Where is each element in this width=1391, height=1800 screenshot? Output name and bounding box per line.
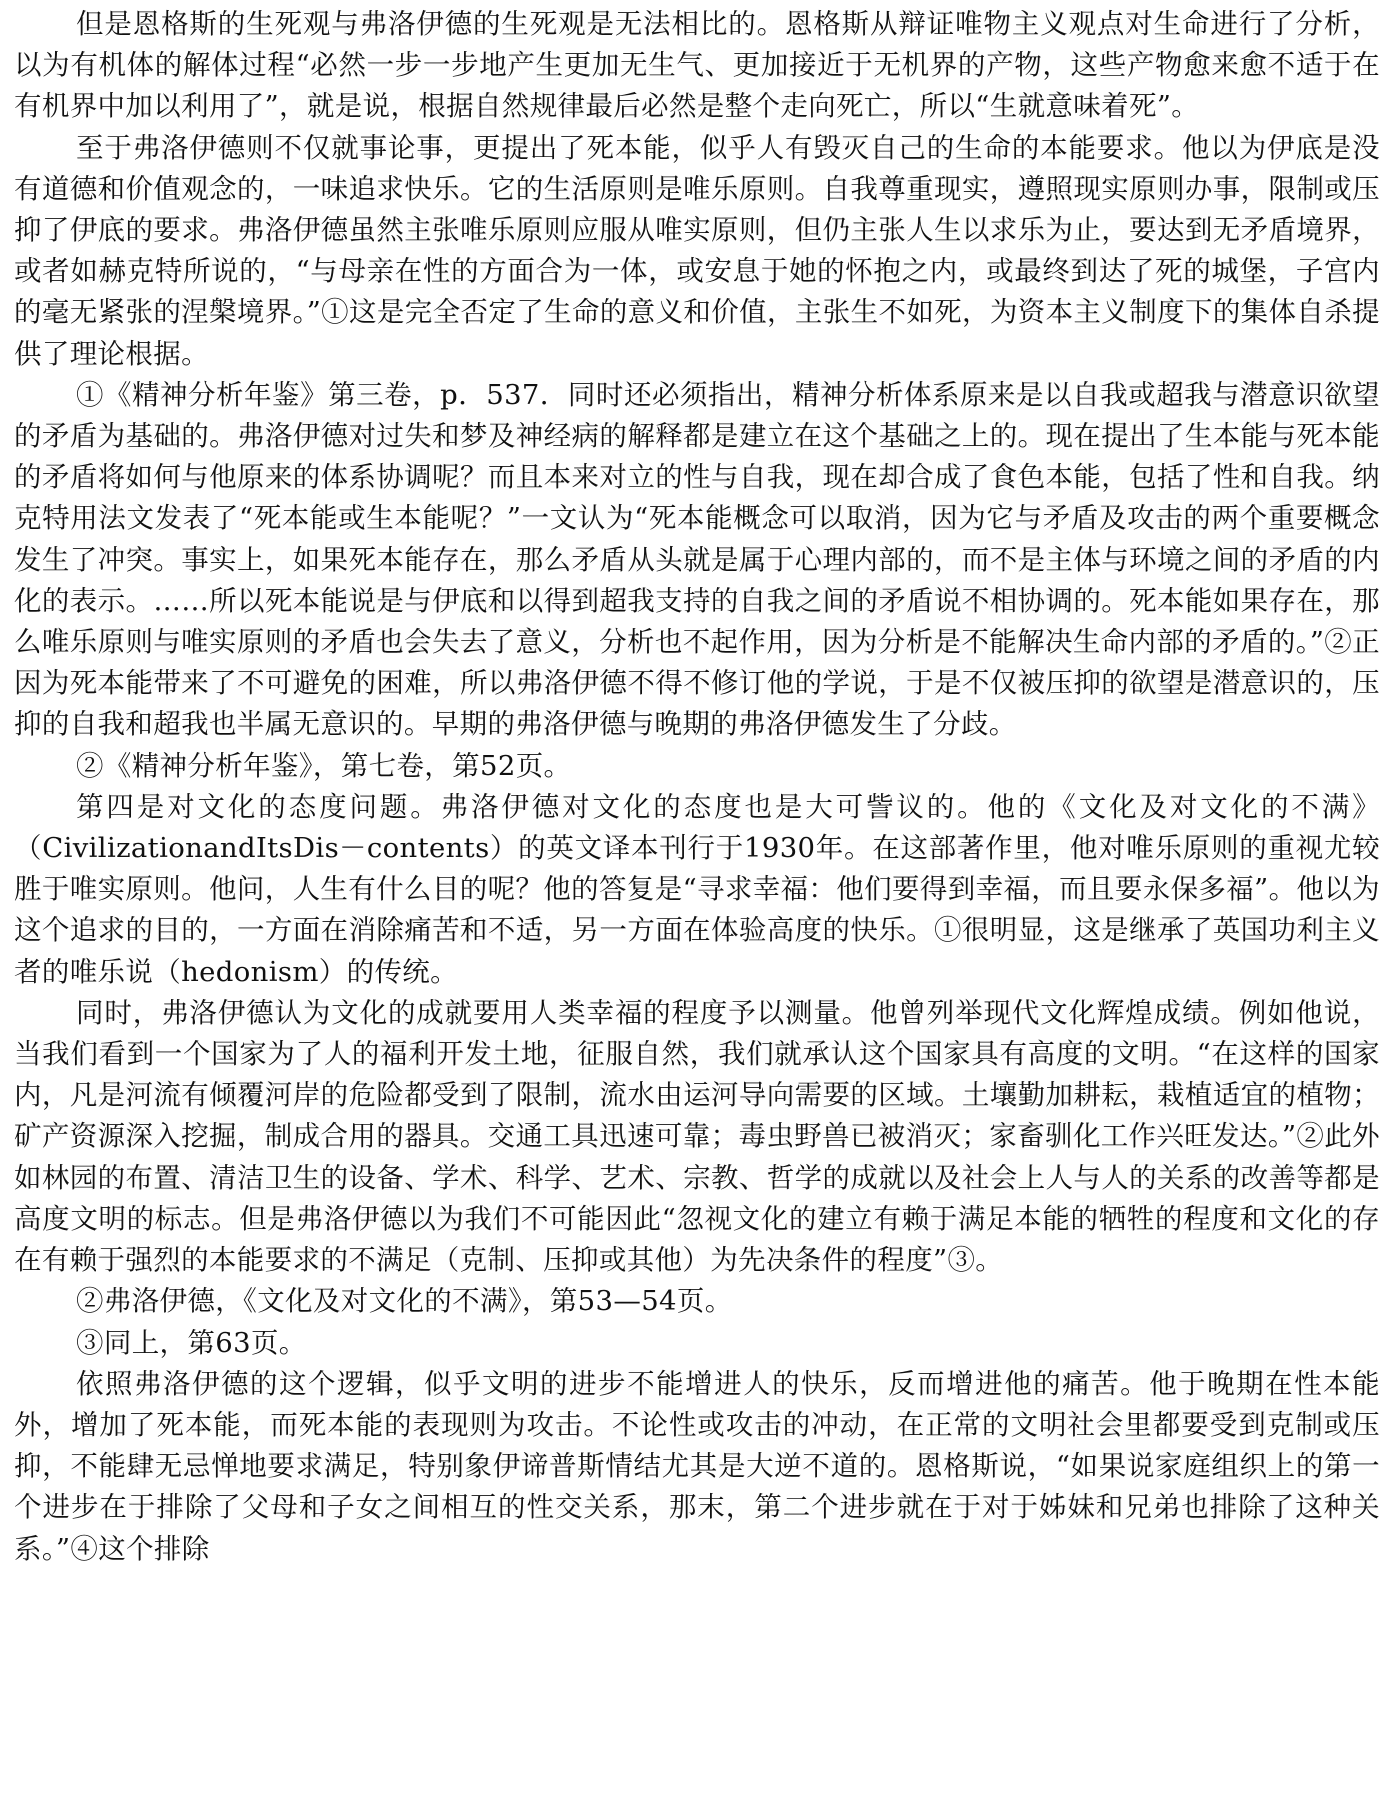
paragraph-measure-of-civilization: 同时，弗洛伊德认为文化的成就要用人类幸福的程度予以测量。他曾列举现代文化辉煌成绩。例如他说，当我们看到一个国家为了人的福利开发土地，征服自然，我们就承认这个国家具有高度的文明。“在这样的国家内，凡是河流有倾覆河岸的危险都受到了限制，流水由运河导向需要的区域。土壤勤加耕耘，栽植适宜的植物；矿产资源深入挖掘，制成合用的器具。交通工具迅速可靠；毒虫野兽已被消灭；家畜驯化工作兴旺发达。”②此外如林园的布置、清洁卫生的设备、学术、科学、艺术、宗教、哲学的成就以及社会上人与人的关系的改善等都是高度文明的标志。但是弗洛伊德以为我们不可能因此“忽视文化的建立有赖于满足本能的牺牲的程度和文化的存在有赖于强烈的本能要求的不满足（克制、压抑或其他）为先决条件的程度”③。	[14, 996, 1380, 1277]
footnote-civilization-discontents: ②弗洛伊德，《文化及对文化的不满》，第53—54页。	[76, 1285, 733, 1318]
footnote-yearbook-vol3: ①《精神分析年鉴》第三卷，p．537．同时还必须指出，精神分析体系原来是以自我或超我与潜意识欲望的矛盾为基础的。弗洛伊德对过失和梦及神经病的解释都是建立在这个基础之上的。现在提出了生本能与死本能的矛盾将如何与他原来的体系协调呢？而且本来对立的性与自我，现在却合成了食色本能，包括了性和自我。纳克特用法文发表了“死本能或生本能呢？”一文认为“死本能概念可以取消，因为它与矛盾及攻击的两个重要概念发生了冲突。事实上，如果死本能存在，那么矛盾从头就是属于心理内部的，而不是主体与环境之间的矛盾的内化的表示。……所以死本能说是与伊底和以得到超我支持的自我之间的矛盾说不相协调的。死本能如果存在，那么唯乐原则与唯实原则的矛盾也会失去了意义，分析也不起作用，因为分析是不能解决生命内部的矛盾的。”②正因为死本能带来了不可避免的困难，所以弗洛伊德不得不修订他的学说，于是不仅被压抑的欲望是潜意识的，压抑的自我和超我也半属无意识的。早期的弗洛伊德与晚期的弗洛伊德发生了分歧。	[14, 378, 1380, 741]
footnote-yearbook-vol7: ②《精神分析年鉴》，第七卷，第52页。	[76, 749, 572, 782]
document-page	[14, 4, 1380, 1570]
paragraph-death-instinct: 至于弗洛伊德则不仅就事论事，更提出了死本能，似乎人有毁灭自己的生命的本能要求。他以为伊底是没有道德和价值观念的，一味追求快乐。它的生活原则是唯乐原则。自我尊重现实，遵照现实原则办事，限制或压抑了伊底的要求。弗洛伊德虽然主张唯乐原则应服从唯实原则，但仍主张人生以求乐为止，要达到无矛盾境界，或者如赫克特所说的，“与母亲在性的方面合为一体，或安息于她的怀抱之内，或最终到达了死的城堡，子宫内的毫无紧张的涅槃境界。”①这是完全否定了生命的意义和价值，主张生不如死，为资本主义制度下的集体自杀提供了理论根据。	[14, 131, 1380, 370]
footnote-ibid: ③同上，第63页。	[76, 1326, 307, 1359]
paragraph-progress-and-pain: 依照弗洛伊德的这个逻辑，似乎文明的进步不能增进人的快乐，反而增进他的痛苦。他于晚期在性本能外，增加了死本能，而死本能的表现则为攻击。不论性或攻击的冲动，在正常的文明社会里都要受到克制或压抑，不能肆无忌惮地要求满足，特别象伊谛普斯情结尤其是大逆不道的。恩格斯说，“如果说家庭组织上的第一个进步在于排除了父母和子女之间相互的性交关系，那末，第二个进步就在于对于姊妹和兄弟也排除了这种关系。”④这个排除	[14, 1367, 1380, 1565]
paragraph-life-death-views: 但是恩格斯的生死观与弗洛伊德的生死观是无法相比的。恩格斯从辩证唯物主义观点对生命进行了分析，以为有机体的解体过程“必然一步一步地产生更加无生气、更加接近于无机界的产物，这些产物愈来愈不适于在有机界中加以利用了”，就是说，根据自然规律最后必然是整个走向死亡，所以“生就意味着死”。	[14, 8, 1380, 123]
paragraph-attitude-to-culture: 第四是对文化的态度问题。弗洛伊德对文化的态度也是大可訾议的。他的《文化及对文化的不满》（CivilizationandItsDis－contents）的英文译本刊行于1930年。在这部著作里，他对唯乐原则的重视尤较胜于唯实原则。他问，人生有什么目的呢？他的答复是“寻求幸福：他们要得到幸福，而且要永保多福”。他以为这个追求的目的，一方面在消除痛苦和不适，另一方面在体验高度的快乐。①很明显，这是继承了英国功利主义者的唯乐说（hedonism）的传统。	[14, 790, 1380, 988]
